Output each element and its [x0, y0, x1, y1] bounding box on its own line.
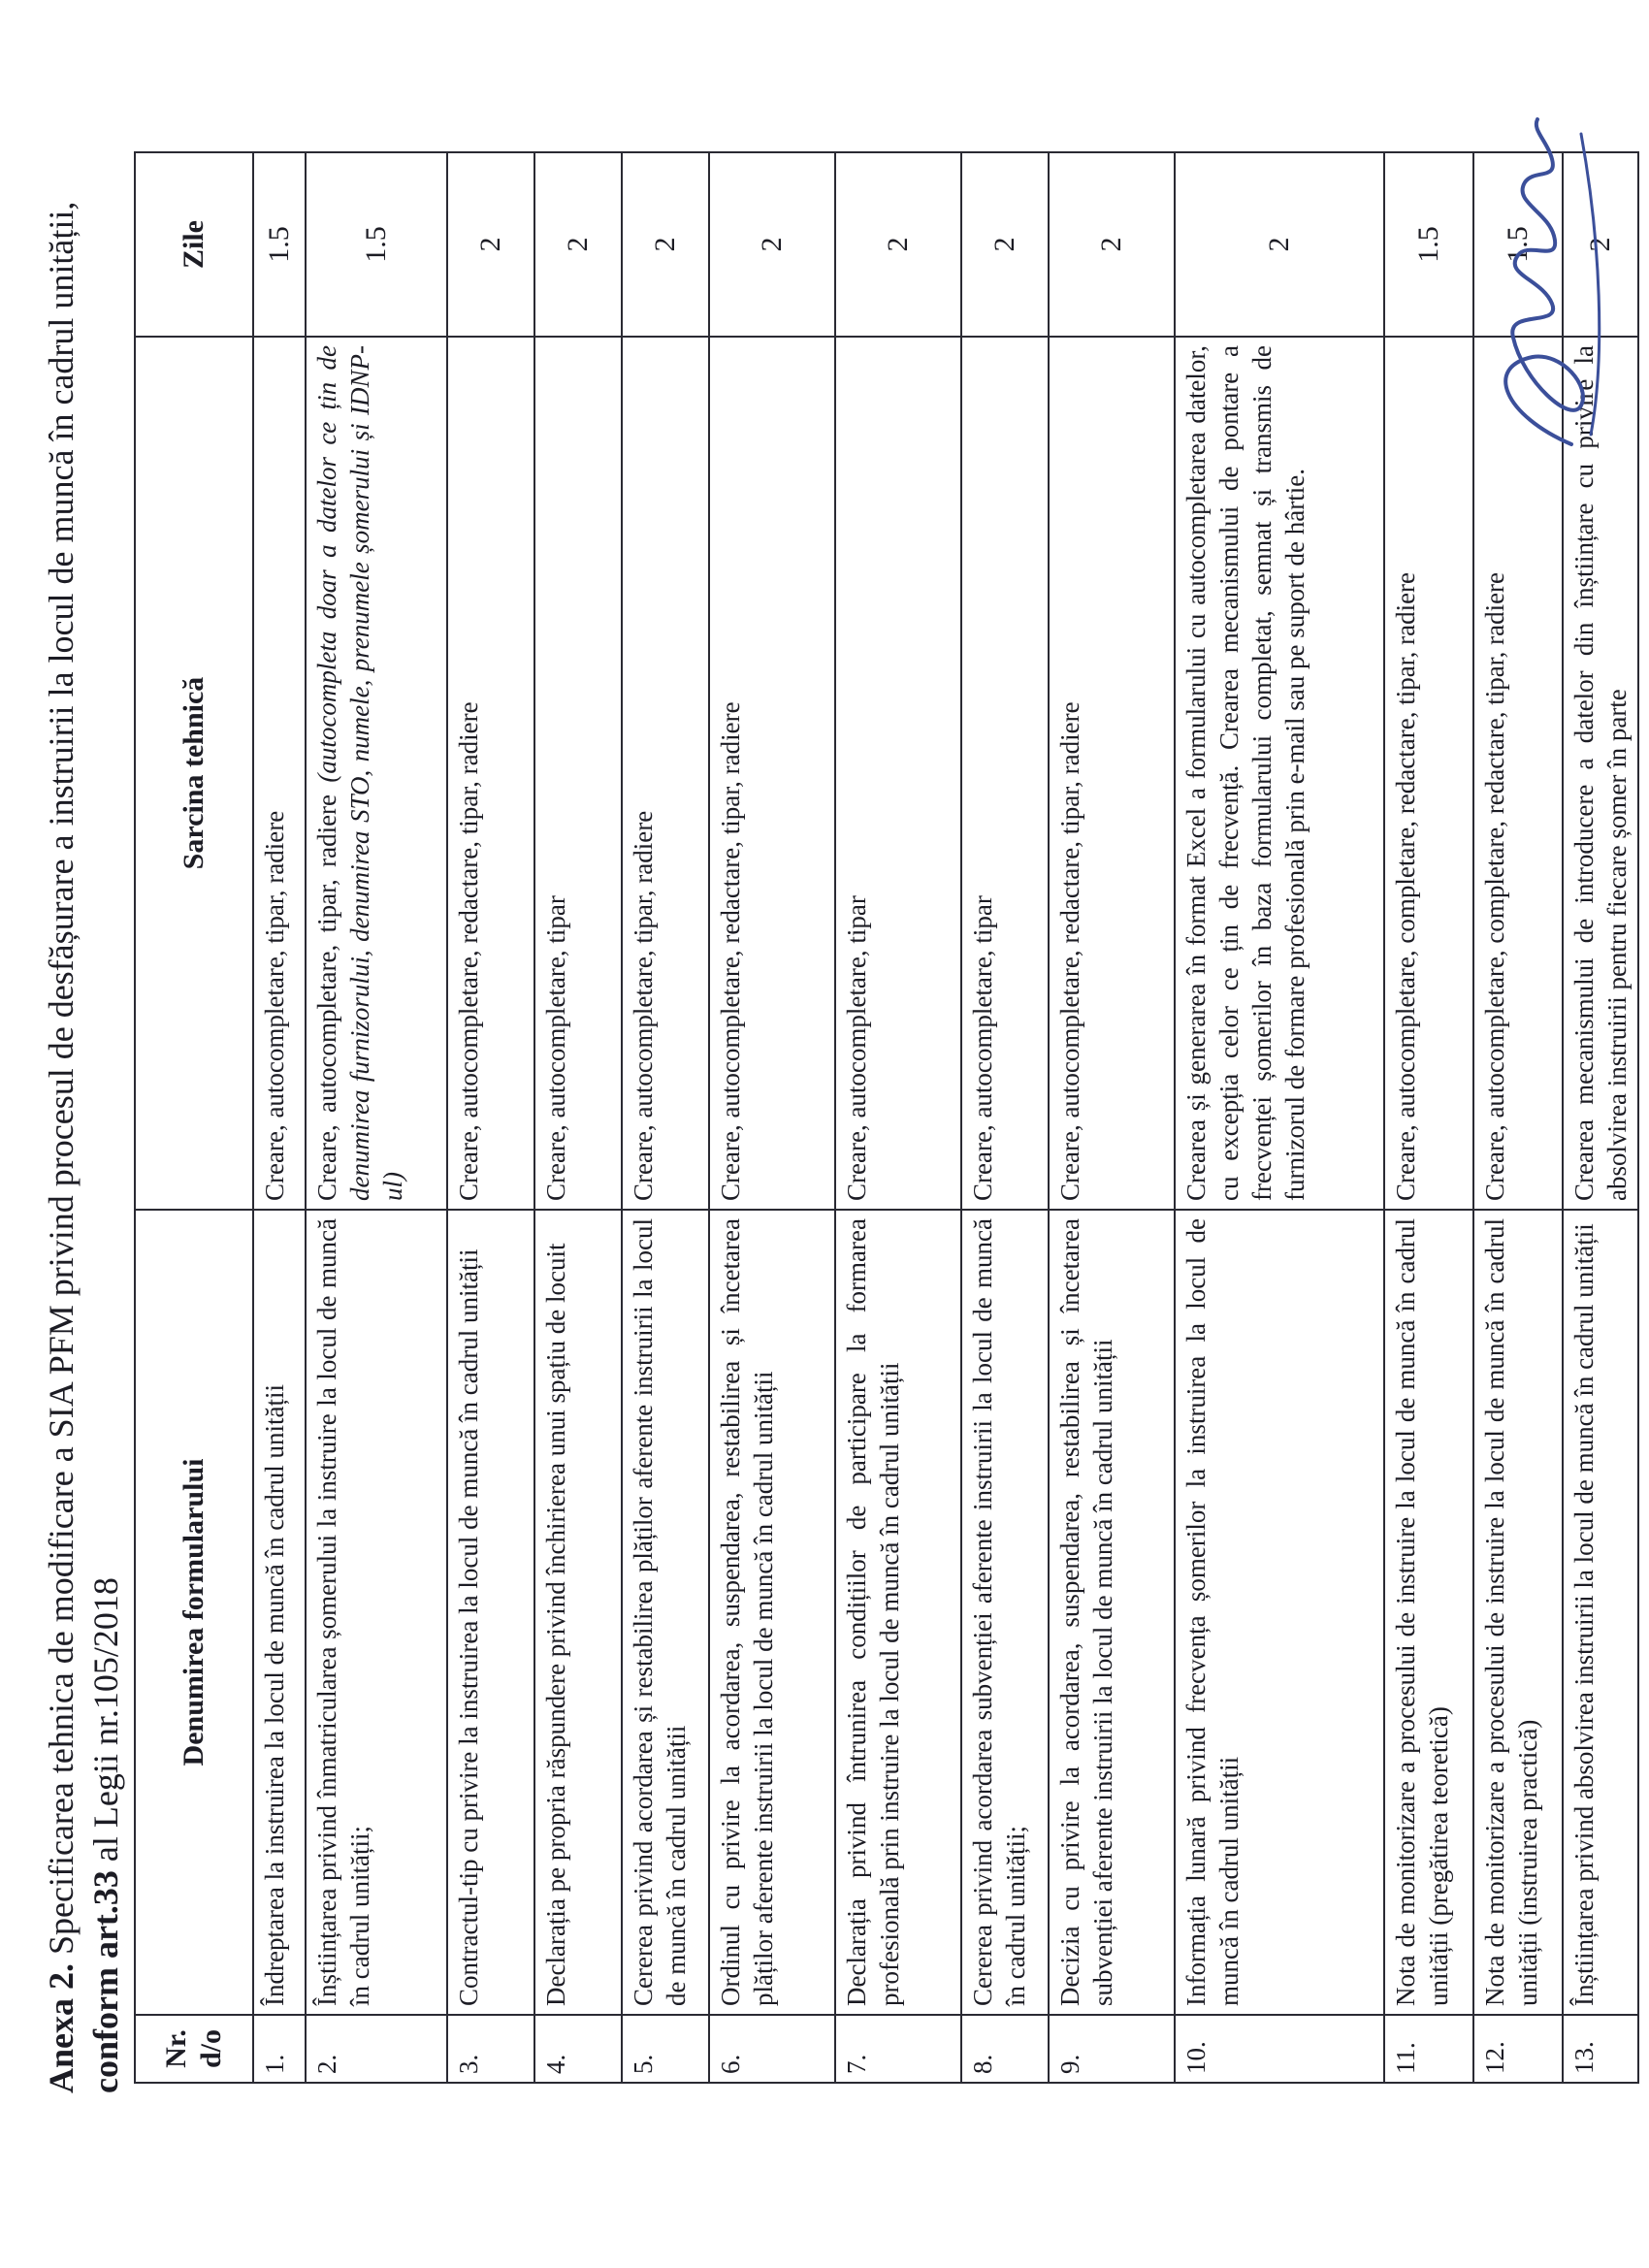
task-text: Creare, autocompletare, tipar, radiere — [260, 810, 289, 1201]
row-number: 12. — [1473, 2015, 1563, 2083]
task-text: Creare, autocompletare, tipar, radiere — [629, 810, 658, 1201]
task-text: Creare, autocompletare, completare, redactare, tipar, radiere — [1480, 571, 1509, 1201]
form-name: Nota de monitorizare a procesului de instruire la locul de muncă în cadrul unității (instruirea practică) — [1473, 1210, 1563, 2015]
task-text: Creare, autocompletare, tipar — [968, 895, 997, 1201]
table-row — [709, 152, 835, 2083]
header-nr: Nr. d/o — [135, 2015, 253, 2083]
days-value: 2 — [1563, 152, 1638, 337]
table-row — [306, 152, 447, 2083]
form-name: Informația lunară privind frecvența șomerilor la instruirea la locul de muncă în cadrul unității — [1175, 1210, 1384, 2015]
technical-task — [622, 337, 709, 1210]
row-number: 9. — [1049, 2015, 1175, 2083]
header-days: Zile — [135, 152, 253, 337]
forms-table — [134, 151, 1639, 2084]
row-number: 4. — [534, 2015, 622, 2083]
days-value: 2 — [961, 152, 1049, 337]
task-text: Creare, autocompletare, redactare, tipar, radiere — [454, 701, 483, 1201]
days-value: 1.5 — [1473, 152, 1563, 337]
table-row — [534, 152, 622, 2083]
title-text: Specificarea tehnica de modificare a SIA PFM privind procesul de desfășurare a instruirii la locul de muncă în cadrul unității, — [42, 201, 81, 1963]
task-note: (autocompleta doar a datelor ce țin de denumirea furnizorului, denumirea STO, numele, prenumele șomerului și IDNP-ul) — [312, 345, 407, 1201]
technical-task — [1049, 337, 1175, 1210]
table-row — [253, 152, 306, 2083]
task-text: Creare, autocompletare, tipar — [842, 895, 871, 1201]
handwritten-signature — [1445, 105, 1630, 473]
days-value: 2 — [534, 152, 622, 337]
days-value: 1.5 — [253, 152, 306, 337]
row-number: 11. — [1384, 2015, 1473, 2083]
task-text: Creare, autocompletare, tipar — [541, 895, 570, 1201]
title-legal-reference: conform art.33 — [86, 1870, 125, 2093]
table-row — [835, 152, 961, 2083]
technical-task — [709, 337, 835, 1210]
task-text: Creare, autocompletare, completare, redactare, tipar, radiere — [1391, 571, 1420, 1201]
task-text: Crearea și generarea în format Excel a formularului cu autocompletarea datelor, cu excepția celor ce țin de frecvență. Crearea mecanismului de pontare a frecvenței șomerilor în baza formularului completat, semnat și transmis de furnizorul de formare profesională prin e-mail sau pe suport de hârtie. — [1181, 345, 1310, 1201]
days-value: 2 — [447, 152, 534, 337]
days-value: 2 — [622, 152, 709, 337]
technical-task — [447, 337, 534, 1210]
technical-task — [1175, 337, 1384, 1210]
form-name: Contractul-tip cu privire la instruirea la locul de muncă în cadrul unității — [447, 1210, 534, 2015]
task-text: Creare, autocompletare, redactare, tipar, radiere — [1055, 701, 1084, 1201]
technical-task — [534, 337, 622, 1210]
form-name: Cererea privind acordarea subvenției aferente instruirii la locul de muncă în cadrul unității; — [961, 1210, 1049, 2015]
form-name: Îndreptarea la instruirea la locul de muncă în cadrul unității — [253, 1210, 306, 2015]
days-value: 1.5 — [1384, 152, 1473, 337]
days-value: 2 — [1175, 152, 1384, 337]
technical-task — [835, 337, 961, 1210]
task-text: Creare, autocompletare, redactare, tipar, radiere — [716, 701, 745, 1201]
form-name: Ordinul cu privire la acordarea, suspendarea, restabilirea și încetarea plăților aferente instruirii la locul de muncă în cadrul unității — [709, 1210, 835, 2015]
days-value: 2 — [709, 152, 835, 337]
table-header-row — [135, 152, 253, 2083]
days-value: 2 — [1049, 152, 1175, 337]
row-number: 6. — [709, 2015, 835, 2083]
table-row — [961, 152, 1049, 2083]
form-name: Declarația privind întrunirea condițiilor de participare la formarea profesională prin instruire la locul de muncă în cadrul unității — [835, 1210, 961, 2015]
task-text: Crearea mecanismului de introducere a datelor din înștiințare cu privire la absolvirea instruirii pentru fiecare șomer în parte — [1569, 345, 1632, 1201]
table-row — [1175, 152, 1384, 2083]
header-form-name: Denumirea formularului — [135, 1210, 253, 2015]
row-number: 1. — [253, 2015, 306, 2083]
technical-task — [961, 337, 1049, 1210]
table-row — [1049, 152, 1175, 2083]
row-number: 3. — [447, 2015, 534, 2083]
form-name: Înștiințarea privind absolvirea instruirii la locul de muncă în cadrul unității — [1563, 1210, 1638, 2015]
row-number: 13. — [1563, 2015, 1638, 2083]
table-row — [622, 152, 709, 2083]
header-technical-task: Sarcina tehnică — [135, 337, 253, 1210]
annex-label: Anexa 2. — [42, 1963, 81, 2093]
days-value: 2 — [835, 152, 961, 337]
row-number: 5. — [622, 2015, 709, 2083]
form-name: Declarația pe propria răspundere privind închirierea unui spațiu de locuit — [534, 1210, 622, 2015]
row-number: 8. — [961, 2015, 1049, 2083]
row-number: 10. — [1175, 2015, 1384, 2083]
title-law: al Legii nr.105/2018 — [86, 1577, 125, 1871]
document-title — [39, 105, 128, 2093]
technical-task — [306, 337, 447, 1210]
form-name: Decizia cu privire la acordarea, suspendarea, restabilirea și încetarea subvenției aferente instruirii la locul de muncă în cadrul unității — [1049, 1210, 1175, 2015]
row-number: 7. — [835, 2015, 961, 2083]
form-name: Înștiințarea privind înmatricularea șomerului la instruire la locul de muncă în cadrul unității; — [306, 1210, 447, 2015]
technical-task — [253, 337, 306, 1210]
table-row — [447, 152, 534, 2083]
task-text: Creare, autocompletare, tipar, radiere — [312, 782, 341, 1201]
row-number: 2. — [306, 2015, 447, 2083]
form-name: Nota de monitorizare a procesului de instruire la locul de muncă în cadrul unității (pregătirea teoretică) — [1384, 1210, 1473, 2015]
days-value: 1.5 — [306, 152, 447, 337]
form-name: Cererea privind acordarea și restabilirea plăților aferente instruirii la locul de muncă în cadrul unității — [622, 1210, 709, 2015]
